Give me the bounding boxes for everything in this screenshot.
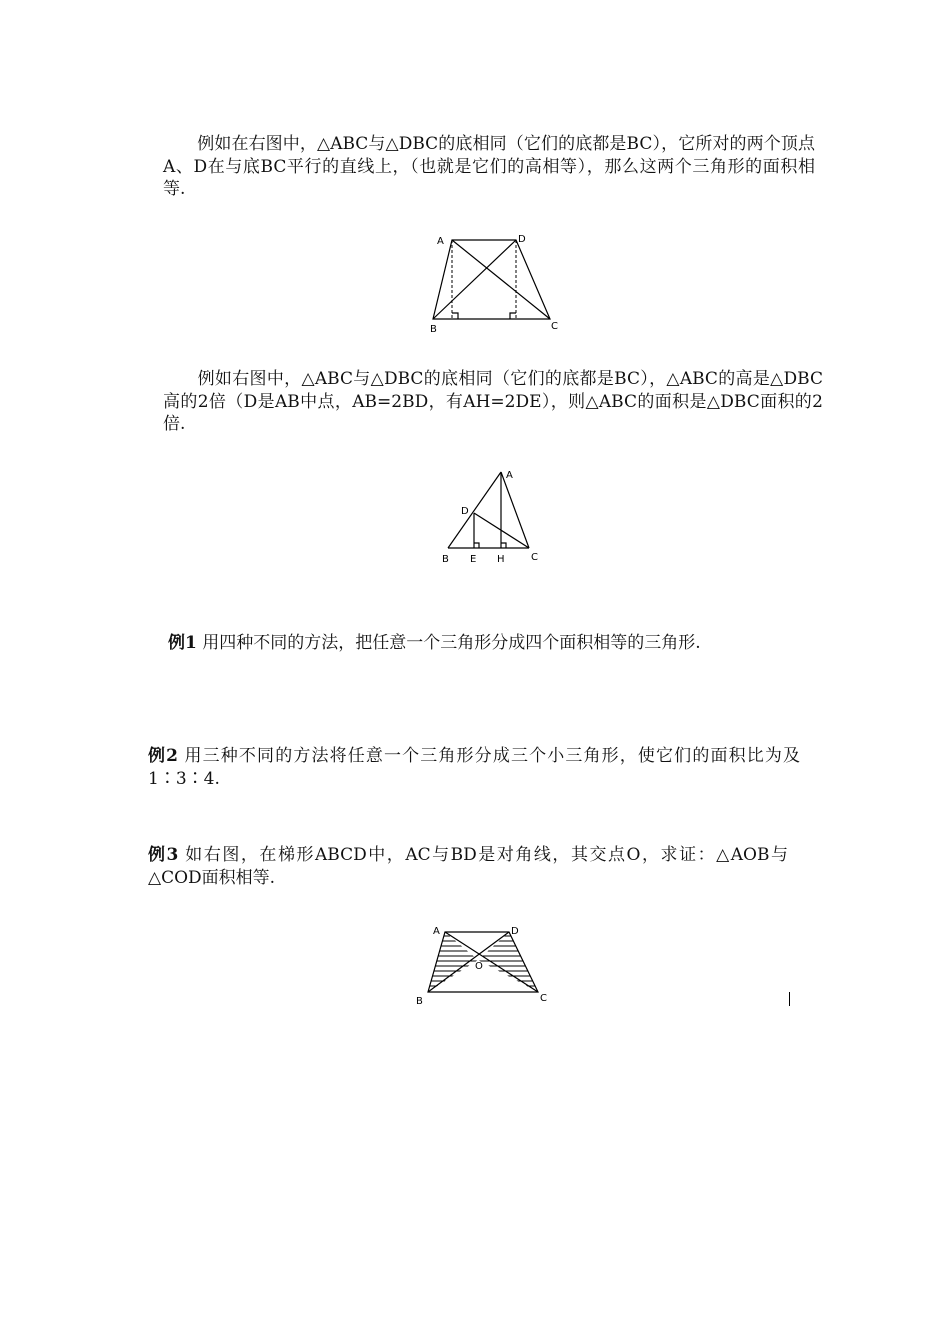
label-a: A xyxy=(437,236,444,247)
label-h: H xyxy=(497,554,505,565)
label-d: D xyxy=(511,926,519,937)
example-2-text: 用三种不同的方法将任意一个三角形分成三个小三角形，使它们的面积比为及1∶3∶4. xyxy=(148,746,800,789)
example-1 xyxy=(168,632,808,655)
label-c: C xyxy=(551,321,558,332)
intro-paragraph-2: 例如右图中，△ABC与△DBC的底相同（它们的底都是BC），△ABC的高是△DBC高的2倍（D是AB中点，AB=2BD，有AH=2DE），则△ABC的面积是△DBC面积的2倍. xyxy=(163,369,823,434)
example-1-text: 用四种不同的方法，把任意一个三角形分成四个面积相等的三角形. xyxy=(202,633,701,653)
label-c: C xyxy=(531,552,538,563)
label-o: O xyxy=(475,961,483,972)
figure-trapezoid-diagonals xyxy=(405,920,555,1015)
label-a: A xyxy=(433,926,440,937)
example-1-label: 例1 xyxy=(168,633,197,653)
example-2 xyxy=(148,745,800,790)
label-b: B xyxy=(416,996,423,1007)
intro-paragraph-1: 例如在右图中，△ABC与△DBC的底相同（它们的底都是BC），它所对的两个顶点A、D在与底BC平行的直线上，（也就是它们的高相等），那么这两个三角形的面积相等. xyxy=(163,134,815,199)
example-3-label: 例3 xyxy=(148,845,179,865)
label-e: E xyxy=(470,554,477,565)
text-cursor xyxy=(789,992,790,1006)
label-c: C xyxy=(540,993,547,1004)
figure-triangle-midpoint xyxy=(435,462,550,572)
label-d: D xyxy=(461,506,469,517)
label-a: A xyxy=(506,470,513,481)
example-3-text: 如右图，在梯形ABCD中，AC与BD是对角线，其交点O，求证：△AOB与△COD面积相等. xyxy=(148,845,788,888)
figure-trapezoid-equal-heights xyxy=(420,225,570,340)
label-d: D xyxy=(518,234,526,245)
label-b: B xyxy=(430,324,437,335)
label-b: B xyxy=(442,554,449,565)
example-2-label: 例2 xyxy=(148,746,178,766)
example-3 xyxy=(148,844,788,889)
